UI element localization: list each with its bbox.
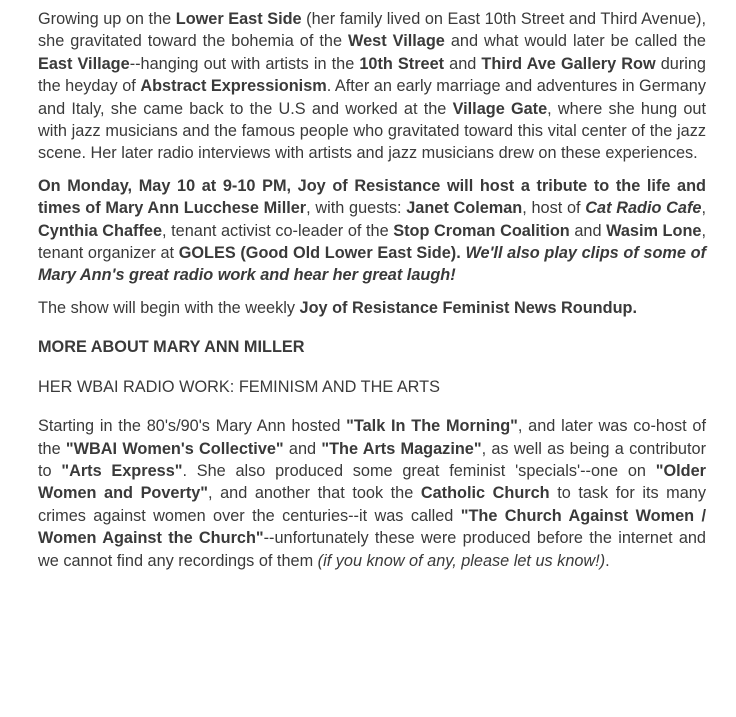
- recordings-request: (if you know of any, please let us know!): [317, 551, 606, 570]
- org-stop-croman-coalition: Stop Croman Coalition: [393, 221, 570, 240]
- place-west-village: West Village: [348, 32, 445, 51]
- guest-cynthia-chaffee: Cynthia Chaffee: [38, 221, 163, 240]
- paragraph-tribute-announcement: On Monday, May 10 at 9-10 PM, Joy of Resistance will host a tribute to the life and times of Mary Ann Lucchese Miller, with guests: Janet Coleman, host of Cat Radio Cafe, Cynthia Chaffee, tenant activist co-leader of the Stop Croman Coalition and Wasim Lone, tenant organizer at GOLES (Good Old Lower East Side). We'll also play clips of some of Mary Ann's great radio work and hear her great laugh!: [38, 176, 706, 285]
- event-announcement: On Monday, May 10 at 9-10 PM, Joy of Resistance will host a tribute to the life and times of Mary Ann Lucchese Miller: [38, 176, 706, 218]
- place-gallery-row: Third Ave Gallery Row: [481, 54, 656, 73]
- term-abstract-expressionism: Abstract Expressionism: [140, 77, 327, 96]
- place-east-village: East Village: [38, 54, 130, 73]
- show-arts-magazine: "The Arts Magazine": [321, 439, 482, 458]
- place-village-gate: Village Gate: [452, 99, 548, 118]
- show-cat-radio-cafe: Cat Radio Cafe: [585, 199, 702, 218]
- section-heading-radio-work: HER WBAI RADIO WORK: FEMINISM AND THE ARTS: [38, 377, 440, 396]
- org-goles: GOLES (Good Old Lower East Side).: [178, 244, 461, 263]
- org-catholic-church: Catholic Church: [420, 484, 550, 503]
- paragraph-childhood: Growing up on the Lower East Side (her family lived on East 10th Street and Third Avenue), she gravitated toward the bohemia of the West Village and what would later be called the East Village--hanging out with artists in the 10th Street and Third Ave Gallery Row during the heyday of Abstract Expressionism. After an early marriage and adventures in Germany and Italy, she came back to the U.S and worked at the Village Gate, where she hung out with jazz musicians and the famous people who gravitated toward this vital center of the jazz scene. Her later radio interviews with artists and jazz musicians drew on these experiences.: [38, 10, 706, 163]
- special-older-women-poverty: "Older Women and Poverty": [38, 461, 706, 503]
- clips-note: We'll also play clips of some of Mary Ann's great radio work and hear her great laugh!: [38, 244, 706, 285]
- paragraph-news-roundup: The show will begin with the weekly Joy of Resistance Feminist News Roundup.: [38, 298, 637, 317]
- place-10th-street: 10th Street: [359, 54, 445, 73]
- guest-janet-coleman: Janet Coleman: [406, 199, 523, 218]
- article-body: [38, 8, 706, 572]
- paragraph-radio-work: Starting in the 80's/90's Mary Ann hosted "Talk In The Morning", and later was co-host of the "WBAI Women's Collective" and "The Arts Magazine", as well as being a contributor to "Arts Express". She also produced some great feminist 'specials'--one on "Older Women and Poverty", and another that took the Catholic Church to task for its many crimes against women over the centuries--it was called "The Church Against Women / Women Against the Church"--unfortunately these were produced before the internet and we cannot find any recordings of them (if you know of any, please let us know!).: [38, 417, 706, 570]
- show-womens-collective: "WBAI Women's Collective": [65, 439, 284, 458]
- show-news-roundup: Joy of Resistance Feminist News Roundup.: [299, 298, 637, 317]
- section-heading-more-about: MORE ABOUT MARY ANN MILLER: [38, 338, 305, 357]
- special-church-against-women: "The Church Against Women / Women Against the Church": [38, 506, 706, 548]
- show-talk-in-the-morning: "Talk In The Morning": [346, 417, 518, 436]
- show-arts-express: "Arts Express": [61, 461, 183, 480]
- guest-wasim-lone: Wasim Lone: [606, 221, 702, 240]
- place-lower-east-side: Lower East Side: [175, 10, 302, 28]
